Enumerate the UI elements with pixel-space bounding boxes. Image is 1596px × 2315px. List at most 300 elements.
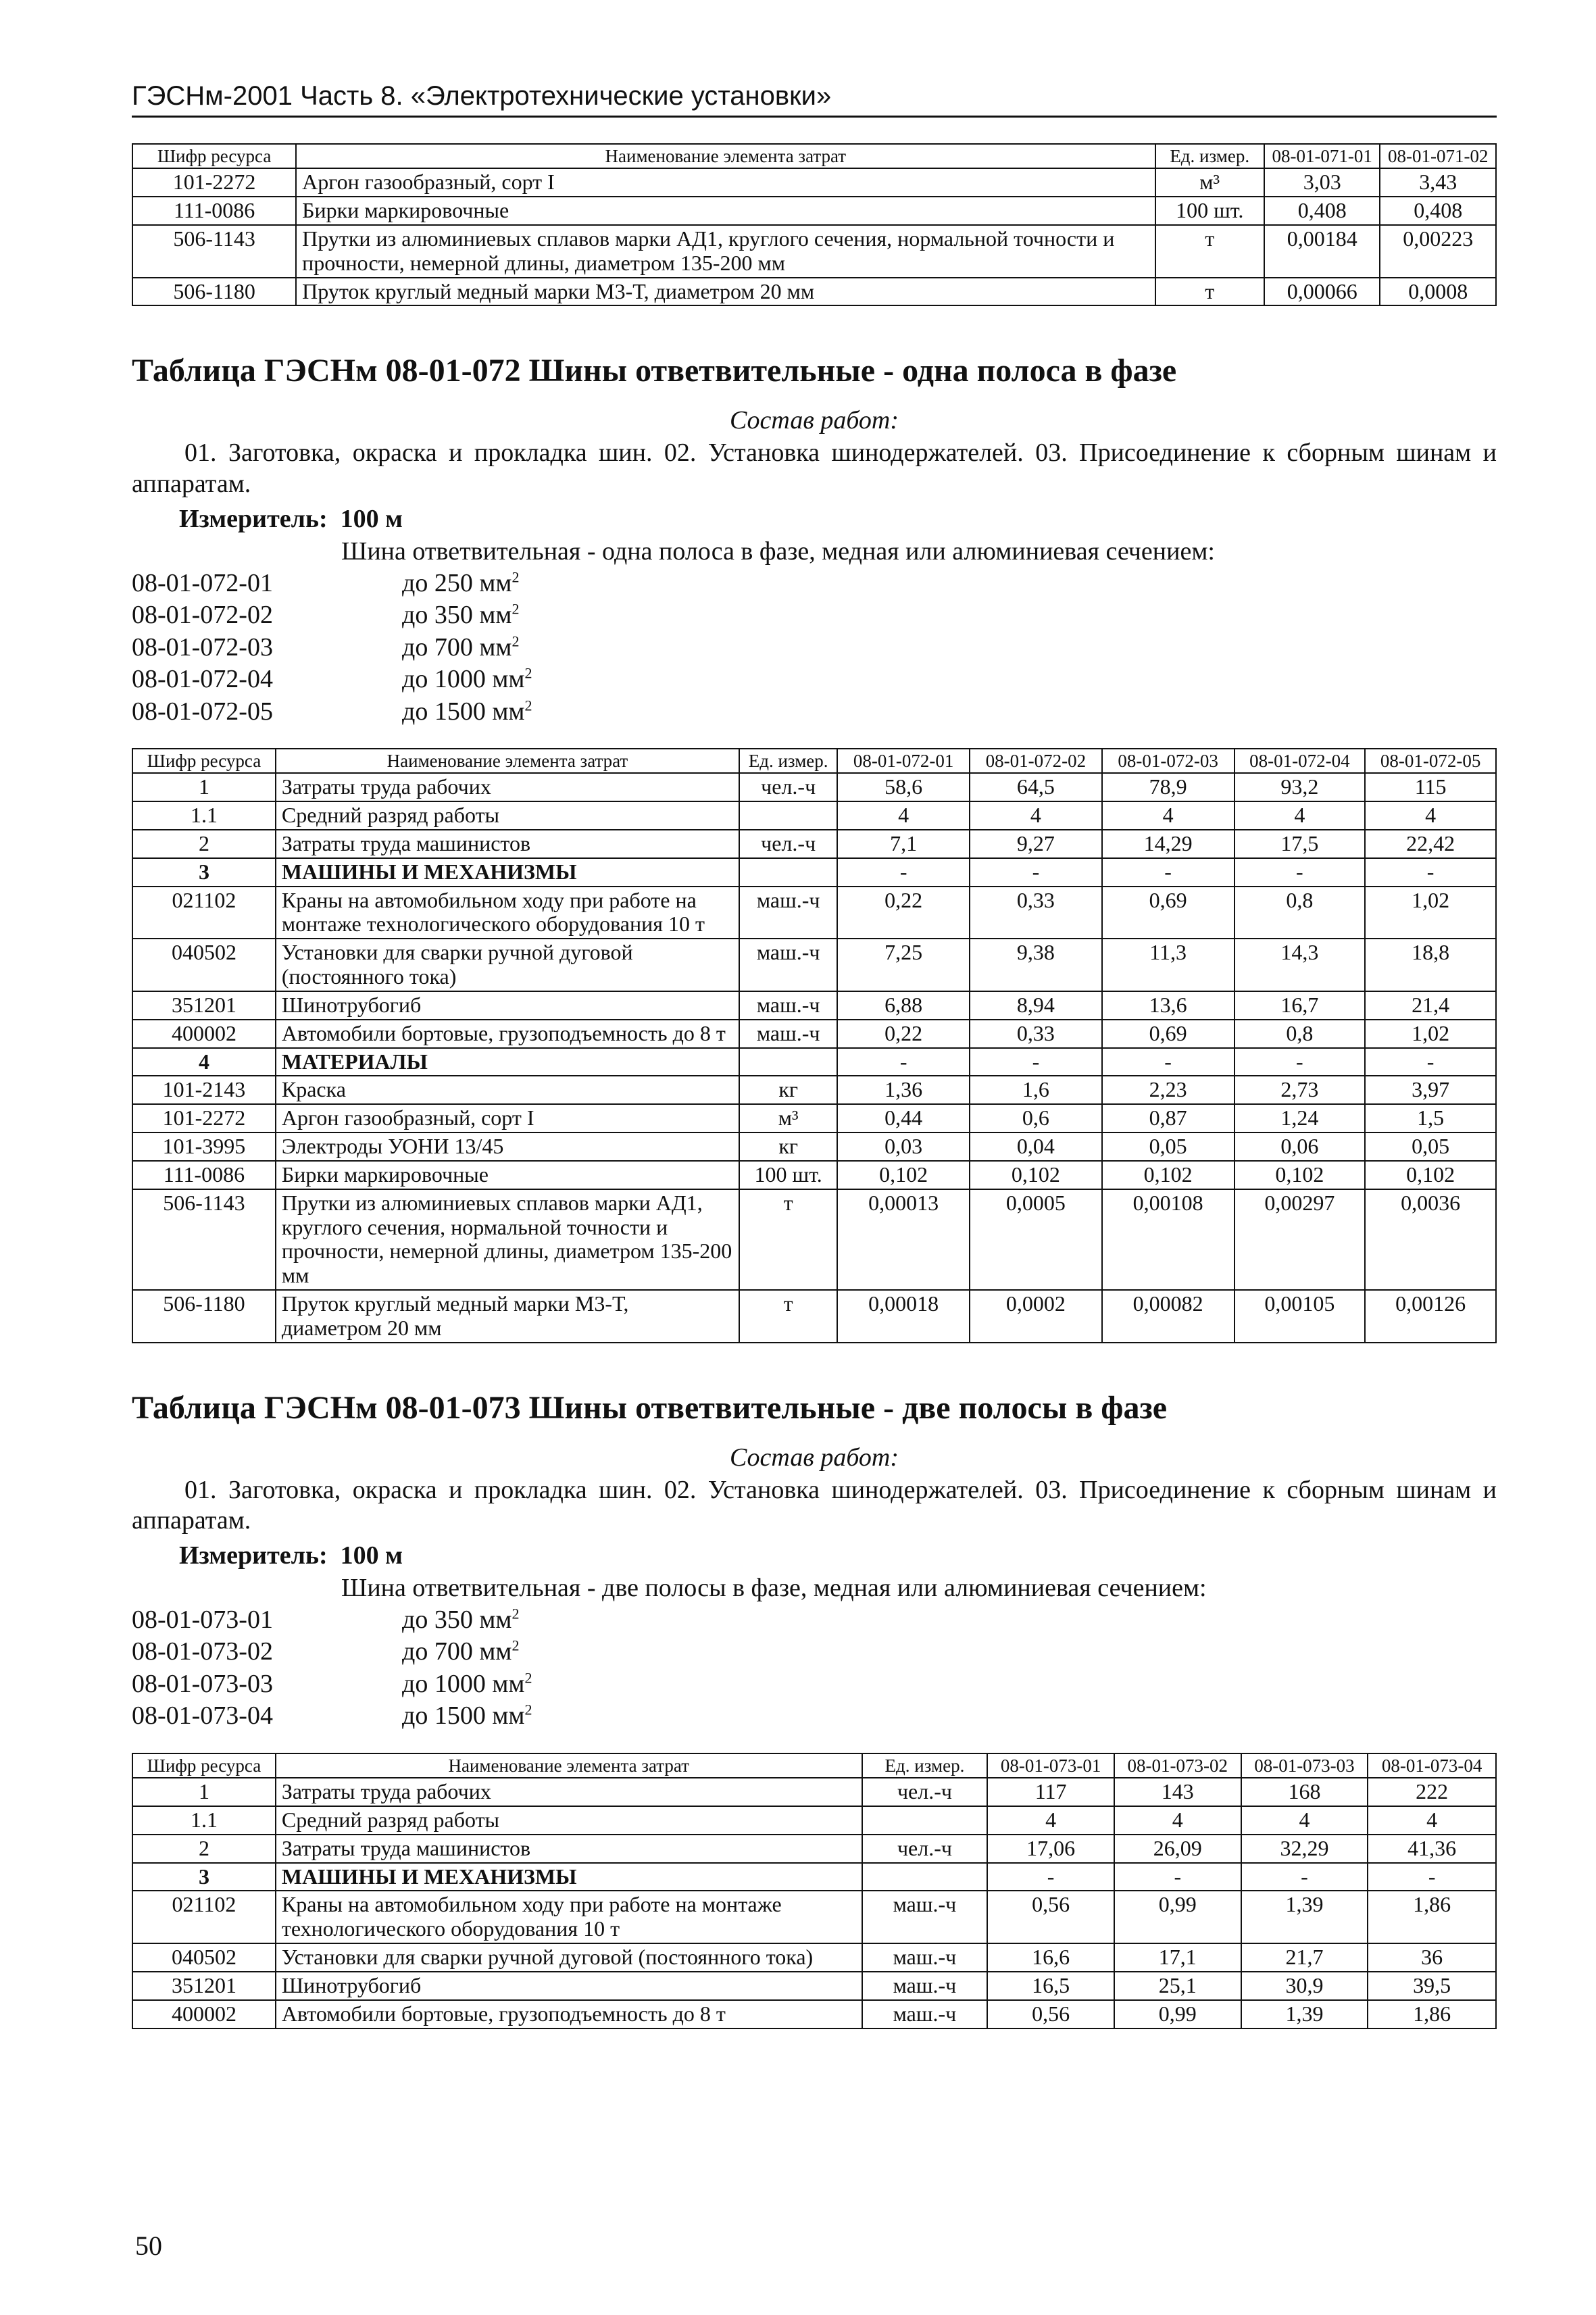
resource-code-cell: 4 (132, 1048, 276, 1076)
value-cell: 0,8 (1235, 887, 1366, 939)
value-cell: 16,7 (1235, 991, 1366, 1020)
superscript: 2 (512, 1605, 520, 1622)
unit-cell: 100 шт. (739, 1161, 837, 1189)
superscript: 2 (512, 632, 520, 649)
column-header: 08-01-072-03 (1102, 749, 1235, 773)
value-cell: 2,23 (1102, 1076, 1235, 1104)
column-header: 08-01-071-02 (1380, 144, 1496, 168)
unit-cell (739, 858, 837, 887)
unit-cell (862, 1806, 988, 1835)
column-header: Шифр ресурса (132, 749, 276, 773)
norm-section-text (402, 1636, 519, 1668)
value-cell: 0,408 (1264, 197, 1380, 225)
value-cell: - (1102, 858, 1235, 887)
value-cell: 30,9 (1241, 1972, 1368, 2000)
value-cell: 4 (1235, 801, 1366, 830)
column-header: Шифр ресурса (132, 1753, 276, 1778)
column-header: Наименование элемента затрат (276, 1753, 862, 1778)
meter-line (179, 1541, 1497, 1570)
table-row (132, 1132, 1496, 1161)
resource-code-cell: 2 (132, 1835, 276, 1863)
column-header: 08-01-072-01 (837, 749, 970, 773)
page-number: 50 (135, 2231, 162, 2261)
value-cell: - (1365, 1048, 1496, 1076)
cost-element-name-cell: Пруток круглый медный марки М3-Т, диаметром 20 мм (276, 1290, 739, 1343)
resource-code-cell: 3 (132, 858, 276, 887)
value-cell: 0,99 (1114, 1891, 1241, 1943)
value-cell: 0,05 (1365, 1132, 1496, 1161)
table-row (132, 1076, 1496, 1104)
cost-element-name-cell: Электроды УОНИ 13/45 (276, 1132, 739, 1161)
value-cell: 0,99 (1114, 2000, 1241, 2028)
value-cell: 39,5 (1368, 1972, 1496, 2000)
norm-code: 08-01-073-02 (132, 1637, 273, 1666)
value-cell: 0,8 (1235, 1020, 1366, 1048)
table-row (132, 1863, 1496, 1891)
superscript: 2 (524, 1701, 532, 1718)
table-row (132, 168, 1496, 197)
resource-code-cell: 400002 (132, 1020, 276, 1048)
resource-code-cell: 040502 (132, 939, 276, 991)
value-cell: 78,9 (1102, 773, 1235, 801)
value-cell: 168 (1241, 1778, 1368, 1806)
code-list-item (132, 696, 1497, 728)
unit-cell: чел.-ч (739, 830, 837, 858)
value-cell: 7,25 (837, 939, 970, 991)
value-cell: 143 (1114, 1778, 1241, 1806)
value-cell: 4 (1102, 801, 1235, 830)
value-cell: 0,69 (1102, 1020, 1235, 1048)
resource-code-cell: 351201 (132, 1972, 276, 2000)
value-cell: 115 (1365, 773, 1496, 801)
norm-code: 08-01-073-03 (132, 1669, 273, 1698)
value-cell: 0,102 (1365, 1161, 1496, 1189)
cost-element-name-cell: Аргон газообразный, сорт I (296, 168, 1155, 197)
resource-code-cell: 101-3995 (132, 1132, 276, 1161)
value-cell: - (987, 1863, 1114, 1891)
unit-cell: кг (739, 1076, 837, 1104)
unit-cell (739, 801, 837, 830)
value-cell: 0,0005 (970, 1189, 1102, 1290)
value-cell: 41,36 (1368, 1835, 1496, 1863)
section-size: до 700 мм (402, 632, 512, 662)
value-cell: 1,86 (1368, 2000, 1496, 2028)
column-header: Ед. измер. (862, 1753, 988, 1778)
value-cell: 36 (1368, 1943, 1496, 1972)
norm-code: 08-01-072-05 (132, 697, 273, 726)
code-list-item (132, 568, 1497, 600)
table-row (132, 1943, 1496, 1972)
value-cell: - (1235, 858, 1366, 887)
unit-cell: чел.-ч (862, 1778, 988, 1806)
unit-cell: 100 шт. (1155, 197, 1264, 225)
description-text: Шина ответвительная - одна полоса в фазе, медная или алюминиевая сечением: (341, 537, 1215, 566)
value-cell: 1,02 (1365, 887, 1496, 939)
value-cell: 0,00184 (1264, 225, 1380, 278)
norm-section-text (402, 1668, 532, 1701)
table-row (132, 225, 1496, 278)
value-cell: 13,6 (1102, 991, 1235, 1020)
value-cell: 26,09 (1114, 1835, 1241, 1863)
value-cell: 4 (1365, 801, 1496, 830)
table-row (132, 2000, 1496, 2028)
column-header: 08-01-073-04 (1368, 1753, 1496, 1778)
cost-element-name-cell: Прутки из алюминиевых сплавов марки АД1, круглого сечения, нормальной точности и прочности, немерной длины, диаметром 135-200 мм (296, 225, 1155, 278)
norm-code: 08-01-072-03 (132, 632, 273, 662)
cost-element-name-cell: Затраты труда рабочих (276, 773, 739, 801)
meter-line (179, 504, 1497, 534)
norm-section-text (402, 568, 519, 600)
table-row (132, 1835, 1496, 1863)
value-cell: 0,408 (1380, 197, 1496, 225)
value-cell: 0,22 (837, 1020, 970, 1048)
resource-code-cell: 021102 (132, 887, 276, 939)
table-row (132, 197, 1496, 225)
section-size: до 350 мм (402, 601, 512, 630)
value-cell: 0,04 (970, 1132, 1102, 1161)
value-cell: 0,44 (837, 1104, 970, 1132)
cost-element-name-cell: Пруток круглый медный марки М3-Т, диаметром 20 мм (296, 278, 1155, 306)
section-size: до 1000 мм (402, 1669, 525, 1698)
value-cell: 0,00126 (1365, 1290, 1496, 1343)
value-cell: 4 (837, 801, 970, 830)
table-row (132, 858, 1496, 887)
value-cell: 7,1 (837, 830, 970, 858)
value-cell: 21,4 (1365, 991, 1496, 1020)
resource-code-cell: 111-0086 (132, 1161, 276, 1189)
superscript: 2 (512, 568, 520, 585)
value-cell: 1,02 (1365, 1020, 1496, 1048)
value-cell: 0,6 (970, 1104, 1102, 1132)
superscript: 2 (512, 600, 520, 618)
unit-cell (862, 1863, 988, 1891)
table-row (132, 773, 1496, 801)
value-cell: - (1114, 1863, 1241, 1891)
resource-code-cell: 101-2143 (132, 1076, 276, 1104)
unit-cell: маш.-ч (862, 1972, 988, 2000)
cost-element-name-cell: Бирки маркировочные (276, 1161, 739, 1189)
resource-code-cell: 506-1143 (132, 225, 296, 278)
column-header: 08-01-073-02 (1114, 1753, 1241, 1778)
table-row (132, 939, 1496, 991)
code-list-item (132, 632, 1497, 664)
column-header: 08-01-072-05 (1365, 749, 1496, 773)
table-08-01-071-continuation (132, 143, 1497, 306)
resource-code-cell: 351201 (132, 991, 276, 1020)
unit-cell: маш.-ч (739, 887, 837, 939)
resource-code-cell: 1 (132, 1778, 276, 1806)
code-list-item (132, 1700, 1497, 1733)
section-size: до 350 мм (402, 1605, 512, 1634)
table-row (132, 1290, 1496, 1343)
cost-element-name-cell: Краны на автомобильном ходу при работе на монтаже технологического оборудования 10 т (276, 1891, 862, 1943)
value-cell: 11,3 (1102, 939, 1235, 991)
table-row (132, 1020, 1496, 1048)
value-cell: 17,5 (1235, 830, 1366, 858)
value-cell: 0,102 (1235, 1161, 1366, 1189)
value-cell: 0,87 (1102, 1104, 1235, 1132)
value-cell: 0,56 (987, 1891, 1114, 1943)
value-cell: 0,00018 (837, 1290, 970, 1343)
column-header: Ед. измер. (739, 749, 837, 773)
cost-element-name-cell: МАШИНЫ И МЕХАНИЗМЫ (276, 1863, 862, 1891)
table-row (132, 1806, 1496, 1835)
norm-section-text (402, 1604, 519, 1637)
norm-section-text (402, 1700, 532, 1733)
value-cell: - (837, 858, 970, 887)
resource-code-cell: 101-2272 (132, 168, 296, 197)
value-cell: 21,7 (1241, 1943, 1368, 1972)
unit-cell: м³ (739, 1104, 837, 1132)
value-cell: 16,5 (987, 1972, 1114, 2000)
value-cell: - (1368, 1863, 1496, 1891)
code-list-item (132, 599, 1497, 632)
value-cell: 0,22 (837, 887, 970, 939)
norm-code: 08-01-072-04 (132, 665, 273, 694)
value-cell: 16,6 (987, 1943, 1114, 1972)
superscript: 2 (524, 1669, 532, 1687)
norm-section-text (402, 599, 519, 632)
value-cell: 9,27 (970, 830, 1102, 858)
column-header: Ед. измер. (1155, 144, 1264, 168)
value-cell: 3,43 (1380, 168, 1496, 197)
cost-element-name-cell: Средний разряд работы (276, 801, 739, 830)
value-cell: - (970, 858, 1102, 887)
value-cell: 25,1 (1114, 1972, 1241, 2000)
value-cell: - (1241, 1863, 1368, 1891)
code-list-item (132, 1636, 1497, 1668)
section-size: до 250 мм (402, 568, 512, 597)
code-list-item (132, 664, 1497, 696)
value-cell: - (1235, 1048, 1366, 1076)
cost-element-name-cell: Затраты труда машинистов (276, 830, 739, 858)
superscript: 2 (524, 664, 532, 682)
resource-code-cell: 021102 (132, 1891, 276, 1943)
cost-element-name-cell: Краны на автомобильном ходу при работе на монтаже технологического оборудования 10 т (276, 887, 739, 939)
unit-cell: чел.-ч (862, 1835, 988, 1863)
cost-element-name-cell: Установки для сварки ручной дуговой (постоянного тока) (276, 1943, 862, 1972)
column-header: Наименование элемента затрат (296, 144, 1155, 168)
norm-section-text (402, 632, 519, 664)
superscript: 2 (524, 696, 532, 714)
norm-code: 08-01-072-01 (132, 568, 273, 597)
value-cell: 1,39 (1241, 1891, 1368, 1943)
table-title-08-01-072: Таблица ГЭСНм 08-01-072 Шины ответвительные - одна полоса в фазе (132, 353, 1177, 389)
value-cell: 9,38 (970, 939, 1102, 991)
value-cell: 1,86 (1368, 1891, 1496, 1943)
resource-code-cell: 506-1180 (132, 1290, 276, 1343)
resource-code-cell: 3 (132, 1863, 276, 1891)
code-list-item (132, 1604, 1497, 1637)
cost-element-name-cell: Аргон газообразный, сорт I (276, 1104, 739, 1132)
section-size: до 1500 мм (402, 697, 525, 726)
table-row (132, 1972, 1496, 2000)
value-cell: 1,6 (970, 1076, 1102, 1104)
column-header: Наименование элемента затрат (276, 749, 739, 773)
code-list-item (132, 1668, 1497, 1701)
column-header: 08-01-072-02 (970, 749, 1102, 773)
table-row (132, 887, 1496, 939)
value-cell: 2,73 (1235, 1076, 1366, 1104)
value-cell: - (970, 1048, 1102, 1076)
value-cell: 0,102 (1102, 1161, 1235, 1189)
resource-code-cell: 040502 (132, 1943, 276, 1972)
section-size: до 700 мм (402, 1637, 512, 1666)
value-cell: 64,5 (970, 773, 1102, 801)
norm-code: 08-01-072-02 (132, 601, 273, 630)
code-list (132, 1604, 1497, 1733)
work-composition-text: 01. Заготовка, окраска и прокладка шин. 02. Установка шинодержателей. 03. Присоединение к сборным шинам и аппаратам. (132, 1475, 1497, 1535)
value-cell: 1,39 (1241, 2000, 1368, 2028)
table-row (132, 1778, 1496, 1806)
resource-code-cell: 1.1 (132, 1806, 276, 1835)
value-cell: 0,06 (1235, 1132, 1366, 1161)
value-cell: 0,0008 (1380, 278, 1496, 306)
value-cell: 0,0002 (970, 1290, 1102, 1343)
resource-code-cell: 506-1180 (132, 278, 296, 306)
value-cell: 32,29 (1241, 1835, 1368, 1863)
table-row (132, 801, 1496, 830)
value-cell: 222 (1368, 1778, 1496, 1806)
cost-element-name-cell: Шинотрубогиб (276, 1972, 862, 2000)
table-row (132, 1161, 1496, 1189)
work-composition-label: Состав работ: (729, 406, 899, 435)
value-cell: 0,00223 (1380, 225, 1496, 278)
value-cell: 6,88 (837, 991, 970, 1020)
table-row (132, 1104, 1496, 1132)
cost-element-name-cell: Бирки маркировочные (296, 197, 1155, 225)
value-cell: 0,00108 (1102, 1189, 1235, 1290)
unit-cell: кг (739, 1132, 837, 1161)
unit-cell: т (739, 1189, 837, 1290)
work-composition-text: 01. Заготовка, окраска и прокладка шин. 02. Установка шинодержателей. 03. Присоединение к сборным шинам и аппаратам. (132, 439, 1497, 498)
unit-cell: т (1155, 278, 1264, 306)
value-cell: 17,06 (987, 1835, 1114, 1863)
table-row (132, 278, 1496, 306)
value-cell: - (1365, 858, 1496, 887)
table-08-01-073 (132, 1753, 1497, 2029)
resource-code-cell: 400002 (132, 2000, 276, 2028)
cost-element-name-cell: МАШИНЫ И МЕХАНИЗМЫ (276, 858, 739, 887)
value-cell: 0,33 (970, 887, 1102, 939)
value-cell: 0,102 (970, 1161, 1102, 1189)
meter-value: 100 м (340, 1541, 403, 1570)
unit-cell (739, 1048, 837, 1076)
table-row (132, 1189, 1496, 1290)
value-cell: 4 (987, 1806, 1114, 1835)
resource-code-cell: 1 (132, 773, 276, 801)
column-header: 08-01-073-03 (1241, 1753, 1368, 1778)
value-cell: 0,00082 (1102, 1290, 1235, 1343)
resource-code-cell: 506-1143 (132, 1189, 276, 1290)
value-cell: 0,03 (837, 1132, 970, 1161)
table-08-01-072 (132, 748, 1497, 1343)
value-cell: - (837, 1048, 970, 1076)
description-text: Шина ответвительная - две полосы в фазе, медная или алюминиевая сечением: (341, 1573, 1207, 1602)
norm-section-text (402, 664, 532, 696)
cost-element-name-cell: Установки для сварки ручной дуговой (постоянного тока) (276, 939, 739, 991)
value-cell: 117 (987, 1778, 1114, 1806)
superscript: 2 (512, 1637, 520, 1654)
unit-cell: маш.-ч (862, 1943, 988, 1972)
cost-element-name-cell: Прутки из алюминиевых сплавов марки АД1, круглого сечения, нормальной точности и прочности, немерной длины, диаметром 135-200 мм (276, 1189, 739, 1290)
value-cell: 3,97 (1365, 1076, 1496, 1104)
value-cell: - (1102, 1048, 1235, 1076)
value-cell: 22,42 (1365, 830, 1496, 858)
norm-code: 08-01-073-04 (132, 1701, 273, 1731)
value-cell: 0,0036 (1365, 1189, 1496, 1290)
norm-section-text (402, 696, 532, 728)
resource-code-cell: 101-2272 (132, 1104, 276, 1132)
document-page (132, 81, 1497, 2029)
resource-code-cell: 111-0086 (132, 197, 296, 225)
cost-element-name-cell: Автомобили бортовые, грузоподъемность до 8 т (276, 2000, 862, 2028)
unit-cell: маш.-ч (862, 1891, 988, 1943)
table-title-08-01-073: Таблица ГЭСНм 08-01-073 Шины ответвительные - две полосы в фазе (132, 1389, 1168, 1426)
unit-cell: маш.-ч (862, 2000, 988, 2028)
table-row (132, 1048, 1496, 1076)
column-header: 08-01-072-04 (1235, 749, 1366, 773)
value-cell: 14,29 (1102, 830, 1235, 858)
value-cell: 14,3 (1235, 939, 1366, 991)
unit-cell: чел.-ч (739, 773, 837, 801)
cost-element-name-cell: Затраты труда рабочих (276, 1778, 862, 1806)
cost-element-name-cell: Автомобили бортовые, грузоподъемность до 8 т (276, 1020, 739, 1048)
column-header: 08-01-071-01 (1264, 144, 1380, 168)
cost-element-name-cell: МАТЕРИАЛЫ (276, 1048, 739, 1076)
meter-label: Измеритель: (179, 1541, 328, 1570)
table-row (132, 830, 1496, 858)
running-header: ГЭСНм-2001 Часть 8. «Электротехнические установки» (132, 81, 1497, 118)
resource-code-cell: 2 (132, 830, 276, 858)
value-cell: 0,69 (1102, 887, 1235, 939)
value-cell: 4 (1368, 1806, 1496, 1835)
value-cell: 58,6 (837, 773, 970, 801)
unit-cell: м³ (1155, 168, 1264, 197)
value-cell: 1,36 (837, 1076, 970, 1104)
norm-code: 08-01-073-01 (132, 1605, 273, 1634)
meter-value: 100 м (340, 504, 403, 533)
value-cell: 0,00066 (1264, 278, 1380, 306)
value-cell: 4 (1114, 1806, 1241, 1835)
value-cell: 18,8 (1365, 939, 1496, 991)
cost-element-name-cell: Затраты труда машинистов (276, 1835, 862, 1863)
cost-element-name-cell: Краска (276, 1076, 739, 1104)
section-size: до 1500 мм (402, 1701, 525, 1731)
value-cell: 0,102 (837, 1161, 970, 1189)
column-header: 08-01-073-01 (987, 1753, 1114, 1778)
meter-label: Измеритель: (179, 504, 328, 533)
code-list (132, 568, 1497, 728)
section-size: до 1000 мм (402, 665, 525, 694)
table-row (132, 991, 1496, 1020)
unit-cell: т (1155, 225, 1264, 278)
value-cell: 0,05 (1102, 1132, 1235, 1161)
column-header: Шифр ресурса (132, 144, 296, 168)
unit-cell: т (739, 1290, 837, 1343)
value-cell: 3,03 (1264, 168, 1380, 197)
value-cell: 0,00297 (1235, 1189, 1366, 1290)
value-cell: 93,2 (1235, 773, 1366, 801)
value-cell: 0,33 (970, 1020, 1102, 1048)
cost-element-name-cell: Шинотрубогиб (276, 991, 739, 1020)
cost-element-name-cell: Средний разряд работы (276, 1806, 862, 1835)
resource-code-cell: 1.1 (132, 801, 276, 830)
value-cell: 1,5 (1365, 1104, 1496, 1132)
work-composition-label: Состав работ: (729, 1443, 899, 1472)
value-cell: 17,1 (1114, 1943, 1241, 1972)
value-cell: 4 (970, 801, 1102, 830)
